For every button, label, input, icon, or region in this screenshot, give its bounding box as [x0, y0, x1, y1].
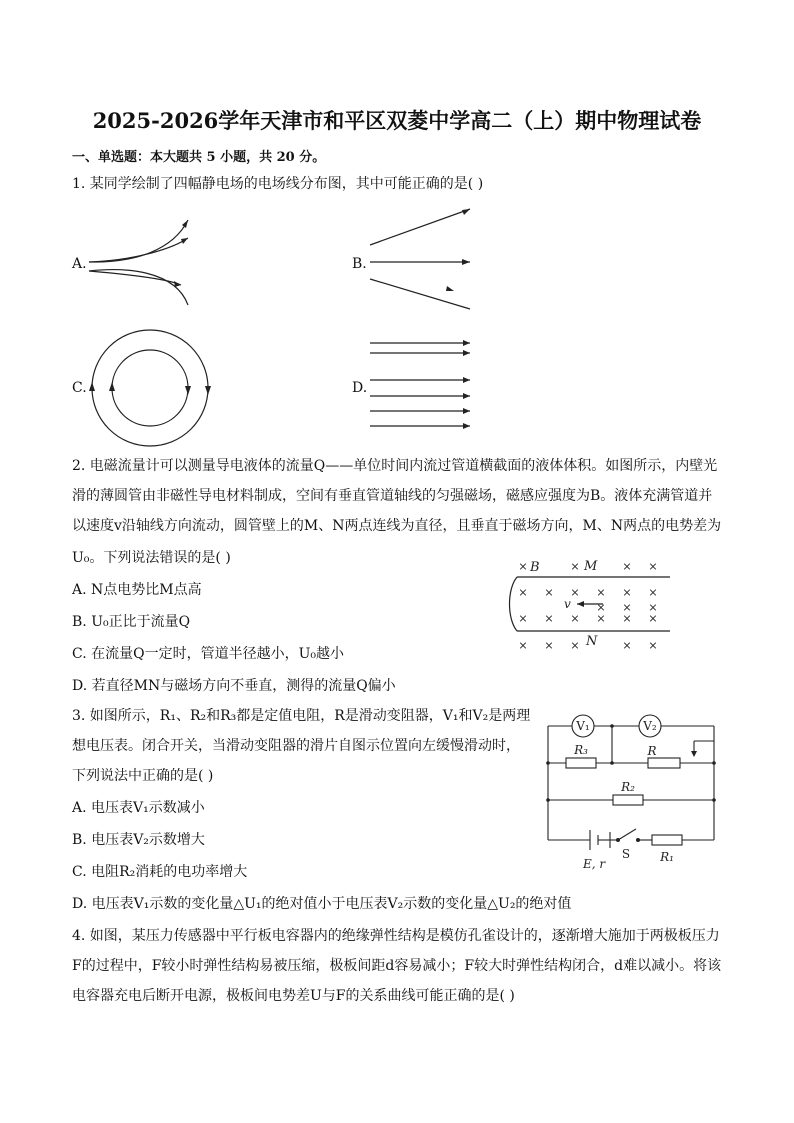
q3-label-v2: V₂ [643, 719, 657, 733]
svg-text:×: × [648, 639, 658, 652]
q3-label-er: E, r [582, 857, 606, 871]
q3-circuit-figure [540, 708, 725, 878]
svg-text:×: × [622, 639, 632, 652]
svg-text:×: × [596, 601, 606, 614]
question-4-line-2: F的过程中，F较小时弹性结构易被压缩，极板间距d容易减小；F较大时弹性结构闭合，d难以减小。将该 [72, 958, 722, 974]
question-2-line-2: 滑的薄圆管由非磁性导电材料制成，空间有垂直管道轴线的匀强磁场，磁感应强度为B。液体充满管道并 [72, 488, 713, 504]
question-3-line-1: 3. 如图所示，R₁、R₂和R₃都是定值电阻，R是滑动变阻器，V₁和V₂是两理 [72, 708, 531, 724]
q2-label-b: B [530, 560, 540, 575]
q2-cross: × [518, 560, 528, 573]
svg-text:×: × [518, 586, 528, 599]
svg-text:×: × [518, 612, 528, 625]
question-4-line-1: 4. 如图，某压力传感器中平行板电容器内的绝缘弹性结构是模仿孔雀设计的，逐渐增大施加于两极板压力 [72, 928, 720, 944]
q1-option-c-label: C. [72, 380, 87, 396]
question-3-line-2: 想电压表。闭合开关，当滑动变阻器的滑片自图示位置向左缓慢滑动时， [72, 738, 520, 754]
svg-text:×: × [570, 639, 580, 652]
q1-option-a-label: A. [72, 256, 87, 272]
svg-text:×: × [544, 612, 554, 625]
question-2-line-3: 以速度v沿轴线方向流动，圆管壁上的M、N两点连线为直径，且垂直于磁场方向，M、N两点的电势差为 [72, 518, 722, 534]
q3-option-b: B. 电压表V₂示数增大 [72, 832, 205, 848]
page-title: 2025-2026学年天津市和平区双菱中学高二（上）期中物理试卷 [92, 108, 702, 133]
q3-label-r1: R₁ [660, 850, 674, 864]
svg-text:×: × [622, 601, 632, 614]
svg-text:×: × [570, 612, 580, 625]
section-heading-single-choice: 一、单选题：本大题共 5 小题，共 20 分。 [72, 150, 326, 165]
svg-text:×: × [648, 601, 658, 614]
q3-label-v1: V₁ [576, 719, 590, 733]
question-1-stem: 1. 某同学绘制了四幅静电场的电场线分布图，其中可能正确的是( ) [72, 176, 484, 192]
q1-option-c-figure [86, 325, 214, 453]
q1-option-d-label: D. [352, 380, 368, 396]
question-4-line-3: 电容器充电后断开电源，极板间电势差U与F的关系曲线可能正确的是( ) [72, 988, 515, 1004]
q3-label-s: S [621, 847, 631, 861]
svg-text:×: × [622, 612, 632, 625]
q1-option-b-label: B. [352, 256, 367, 272]
q2-option-b: B. U₀正比于流量Q [72, 614, 191, 630]
q1-option-b-figure [366, 205, 476, 310]
q3-label-r3: R₃ [574, 743, 588, 757]
q3-label-r2: R₂ [621, 780, 635, 794]
q3-option-d: D. 电压表V₁示数的变化量△U₁的绝对值小于电压表V₂示数的变化量△U₂的绝对值 [72, 896, 572, 912]
q3-option-a: A. 电压表V₁示数减小 [72, 800, 205, 816]
svg-text:×: × [648, 612, 658, 625]
q2-label-v: v [564, 597, 571, 611]
svg-text:×: × [648, 586, 658, 599]
svg-text:×: × [570, 560, 580, 573]
q3-label-r: R [647, 744, 657, 758]
svg-text:×: × [544, 586, 554, 599]
q2-flowmeter-figure [505, 555, 680, 655]
svg-text:×: × [596, 612, 606, 625]
svg-text:×: × [622, 560, 632, 573]
svg-text:×: × [596, 586, 606, 599]
question-2-line-4: U₀。下列说法错误的是( ) [72, 550, 231, 566]
question-2-line-1: 2. 电磁流量计可以测量导电液体的流量Q——单位时间内流过管道横截面的液体体积。如图所示，内壁光 [72, 458, 718, 474]
svg-text:×: × [544, 639, 554, 652]
svg-text:×: × [648, 560, 658, 573]
q2-option-a: A. N点电势比M点高 [72, 582, 202, 598]
svg-text:×: × [570, 586, 580, 599]
q3-option-c: C. 电阻R₂消耗的电功率增大 [72, 864, 248, 880]
q2-label-m: M [584, 559, 598, 574]
question-3-line-3: 下列说法中正确的是( ) [72, 768, 214, 784]
q2-option-c: C. 在流量Q一定时，管道半径越小，U₀越小 [72, 646, 345, 662]
q1-option-d-figure [366, 335, 476, 435]
q1-option-a-figure [85, 205, 200, 310]
svg-text:×: × [518, 639, 528, 652]
q2-option-d: D. 若直径MN与磁场方向不垂直，测得的流量Q偏小 [72, 678, 396, 694]
q2-label-n: N [586, 634, 598, 649]
svg-text:×: × [622, 586, 632, 599]
